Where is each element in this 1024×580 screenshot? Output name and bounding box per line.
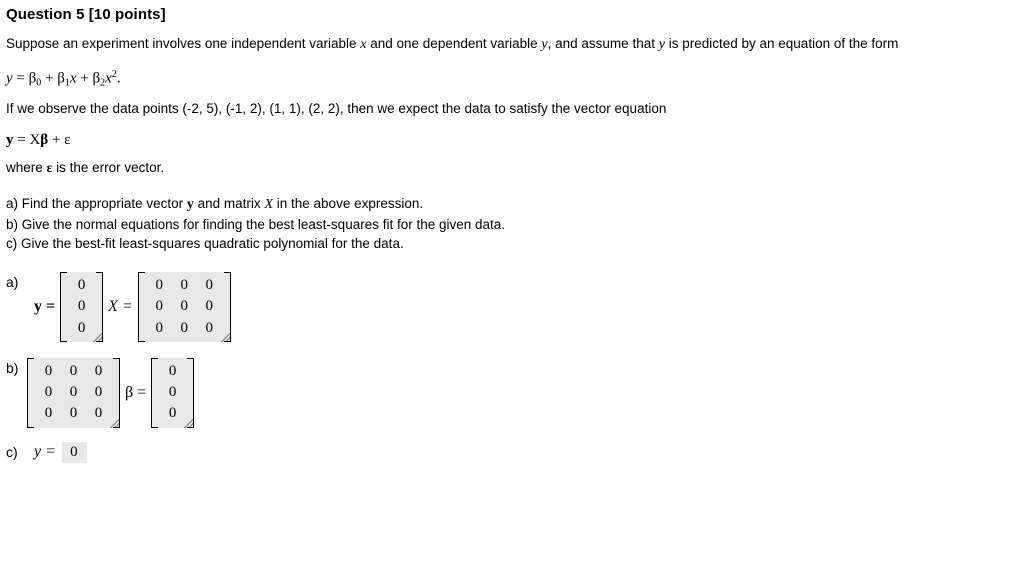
intro-text-part1: Suppose an experiment involves one independent variable xyxy=(6,36,357,51)
page-title: Question 5 [10 points] xyxy=(6,6,166,23)
matrix-cell[interactable]: 0 xyxy=(94,362,103,379)
answer-block-a xyxy=(6,272,1024,342)
matrix-row xyxy=(36,403,111,424)
variable-y: y xyxy=(541,37,548,52)
answer-b-matrix[interactable] xyxy=(28,358,119,428)
matrix-cell[interactable]: 0 xyxy=(77,319,86,336)
resize-handle-icon[interactable] xyxy=(93,333,102,342)
matrix-row xyxy=(147,275,222,296)
model-equation: $y = \beta_0 + \beta_1x + \beta_2x^2$. xyxy=(6,68,121,89)
answer-a-label: a) xyxy=(6,274,19,291)
answer-b-label: b) xyxy=(6,359,19,376)
matrix-row xyxy=(69,275,94,296)
matrix-row xyxy=(160,403,185,424)
answer-c-body xyxy=(28,442,87,463)
matrix-row xyxy=(147,296,222,317)
matrix-row xyxy=(69,318,94,339)
answer-b-beta-matrix[interactable] xyxy=(152,358,193,428)
part-a-vector-y: y xyxy=(186,196,194,212)
part-a-post: in the above expression. xyxy=(276,195,424,211)
matrix-row xyxy=(160,382,185,403)
matrix-cell[interactable]: 0 xyxy=(69,405,78,422)
matrix-cell[interactable]: 0 xyxy=(69,384,78,401)
error-vector-sentence xyxy=(6,159,1024,177)
variable-x: x xyxy=(360,37,367,52)
answer-c-field[interactable]: 0 xyxy=(62,442,87,463)
matrix-row xyxy=(69,296,94,317)
variable-y-second: y xyxy=(658,37,665,52)
part-a-pre: a) Find the appropriate vector xyxy=(6,195,184,211)
resize-handle-icon[interactable] xyxy=(184,419,193,428)
matrix-row xyxy=(36,361,111,382)
matrix-cell[interactable]: 0 xyxy=(44,405,53,422)
matrix-cell[interactable]: 0 xyxy=(205,298,213,315)
resize-handle-icon[interactable] xyxy=(221,333,230,342)
intro-paragraph xyxy=(6,35,1024,55)
vector-equation: y = Xβ + ε xyxy=(6,132,71,149)
answer-c-y-label: y = xyxy=(34,443,56,461)
matrix-cell[interactable]: 0 xyxy=(168,405,177,422)
answer-a-X-label: X = xyxy=(108,297,133,315)
matrix-cell[interactable]: 0 xyxy=(180,298,188,315)
resize-handle-icon[interactable] xyxy=(110,419,119,428)
matrix-cell[interactable]: 0 xyxy=(77,298,86,315)
matrix-cell[interactable]: 0 xyxy=(44,384,53,401)
matrix-row xyxy=(147,318,222,339)
answer-b-beta-label: β = xyxy=(125,383,147,401)
question-parts xyxy=(6,194,1024,254)
intro-text-part2: and one dependent variable xyxy=(370,36,538,51)
error-sentence-pre: where xyxy=(6,160,43,176)
matrix-cell[interactable]: 0 xyxy=(155,298,163,315)
question-page xyxy=(0,6,1024,580)
part-a-matrix-X: X xyxy=(264,196,273,212)
matrix-cell[interactable]: 0 xyxy=(94,384,103,401)
question-part-c: c) Give the best-fit least-squares quadratic polynomial for the data. xyxy=(6,236,404,252)
matrix-cell[interactable]: 0 xyxy=(94,405,103,422)
matrix-row xyxy=(36,382,111,403)
part-a-mid: and matrix xyxy=(197,195,261,211)
answer-block-c xyxy=(6,442,1024,463)
answer-block-b xyxy=(6,358,1024,428)
matrix-cell[interactable]: 0 xyxy=(180,319,188,336)
question-part-a xyxy=(6,194,1024,215)
data-points-sentence: If we observe the data points (-2, 5), (-1, 2), (1, 1), (2, 2), then we expect the data to satisfy the vector equation xyxy=(6,101,667,117)
matrix-cell[interactable]: 0 xyxy=(168,384,177,401)
intro-text-part3: , and assume that xyxy=(547,36,655,51)
answer-a-y-label: y = xyxy=(34,297,56,315)
question-part-b: b) Give the normal equations for finding the best least-squares fit for the given data. xyxy=(6,216,506,232)
matrix-cell[interactable]: 0 xyxy=(77,277,86,294)
matrix-cell[interactable]: 0 xyxy=(155,319,163,336)
answer-a-body xyxy=(28,272,230,342)
matrix-cell[interactable]: 0 xyxy=(180,277,188,294)
matrix-cell[interactable]: 0 xyxy=(69,362,78,379)
matrix-cell[interactable]: 0 xyxy=(168,362,177,379)
matrix-row xyxy=(160,361,185,382)
answer-a-y-matrix[interactable] xyxy=(61,272,102,342)
matrix-cell[interactable]: 0 xyxy=(205,319,213,336)
answer-c-label: c) xyxy=(6,443,18,460)
answer-a-X-matrix[interactable] xyxy=(139,272,230,342)
matrix-cell[interactable]: 0 xyxy=(44,362,53,379)
epsilon-symbol: ε xyxy=(46,160,53,176)
error-sentence-post: is the error vector. xyxy=(56,160,165,176)
answer-b-body xyxy=(28,358,193,428)
matrix-cell[interactable]: 0 xyxy=(205,277,213,294)
matrix-cell[interactable]: 0 xyxy=(155,277,163,294)
intro-text-part4: is predicted by an equation of the form xyxy=(668,36,899,51)
